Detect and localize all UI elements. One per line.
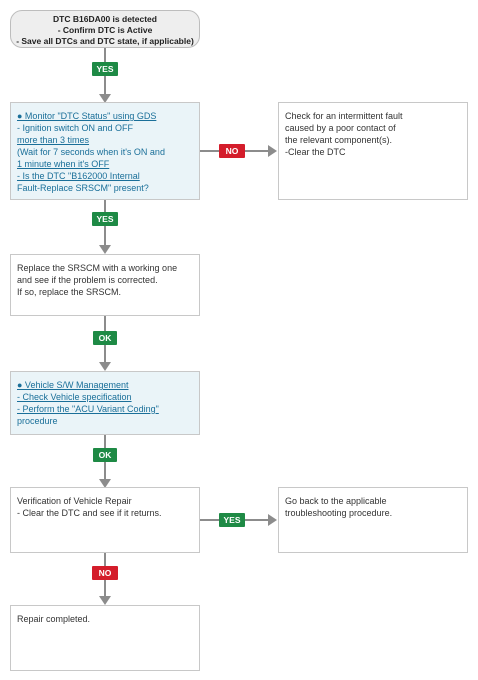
dtc-present-question-cont: Fault-Replace SRSCM" present? bbox=[17, 183, 149, 193]
arrow-down bbox=[99, 596, 111, 605]
arrow-right bbox=[268, 514, 277, 526]
wait-off-link[interactable]: 1 minute when it's OFF bbox=[17, 159, 110, 169]
intermittent-line: Check for an intermittent fault bbox=[285, 111, 403, 121]
verification-step bbox=[10, 487, 200, 553]
verification-title: Verification of Vehicle Repair bbox=[17, 496, 132, 506]
vehicle-sw-management-step bbox=[10, 371, 200, 435]
check-vehicle-spec-link[interactable]: - Check Vehicle specification bbox=[17, 392, 132, 402]
more-than-3-times-link[interactable]: more than 3 times bbox=[17, 135, 90, 145]
clear-dtc-line: -Clear the DTC bbox=[285, 147, 346, 157]
intermittent-line: caused by a poor contact of bbox=[285, 123, 396, 133]
replace-srscm-line: If so, replace the SRSCM. bbox=[17, 287, 122, 297]
ignition-instruction: - Ignition switch ON and OFF bbox=[17, 123, 134, 133]
ok-badge: OK bbox=[93, 448, 117, 462]
monitor-dtc-status-step bbox=[10, 102, 200, 200]
repair-completed-box bbox=[10, 605, 200, 671]
replace-srscm-step bbox=[10, 254, 200, 316]
repair-completed-text: Repair completed. bbox=[17, 614, 91, 624]
intermittent-line: the relevant component(s). bbox=[285, 135, 393, 145]
start-node bbox=[10, 10, 200, 48]
go-back-box bbox=[278, 487, 468, 553]
intermittent-fault-box bbox=[278, 102, 468, 200]
go-back-line: Go back to the applicable bbox=[285, 496, 387, 506]
no-badge: NO bbox=[219, 144, 245, 158]
verification-instruction: - Clear the DTC and see if it returns. bbox=[17, 508, 162, 518]
start-title: DTC B16DA00 is detected bbox=[53, 14, 157, 24]
dtc-present-question-link[interactable]: - Is the DTC "B162000 Internal bbox=[17, 171, 140, 181]
ok-badge: OK bbox=[93, 331, 117, 345]
acu-variant-coding-link[interactable]: - Perform the "ACU Variant Coding" bbox=[17, 404, 159, 414]
arrow-down bbox=[99, 245, 111, 254]
arrow-right bbox=[268, 145, 277, 157]
replace-srscm-line: Replace the SRSCM with a working one bbox=[17, 263, 178, 273]
start-confirm-active: - Confirm DTC is Active bbox=[57, 25, 153, 35]
no-badge: NO bbox=[92, 566, 118, 580]
monitor-dtc-link[interactable]: ● Monitor "DTC Status" using GDS bbox=[17, 111, 157, 121]
vehicle-sw-management-link[interactable]: ● Vehicle S/W Management bbox=[17, 380, 129, 390]
wait-instruction: (Wait for 7 seconds when it's ON and bbox=[17, 147, 165, 157]
arrow-down bbox=[99, 362, 111, 371]
replace-srscm-line: and see if the problem is corrected. bbox=[17, 275, 158, 285]
yes-badge: YES bbox=[92, 212, 118, 226]
start-save-dtcs: - Save all DTCs and DTC state, if applicable) bbox=[16, 36, 194, 46]
procedure-text: procedure bbox=[17, 416, 58, 426]
yes-badge: YES bbox=[92, 62, 118, 76]
yes-badge: YES bbox=[219, 513, 245, 527]
go-back-line: troubleshooting procedure. bbox=[285, 508, 393, 518]
